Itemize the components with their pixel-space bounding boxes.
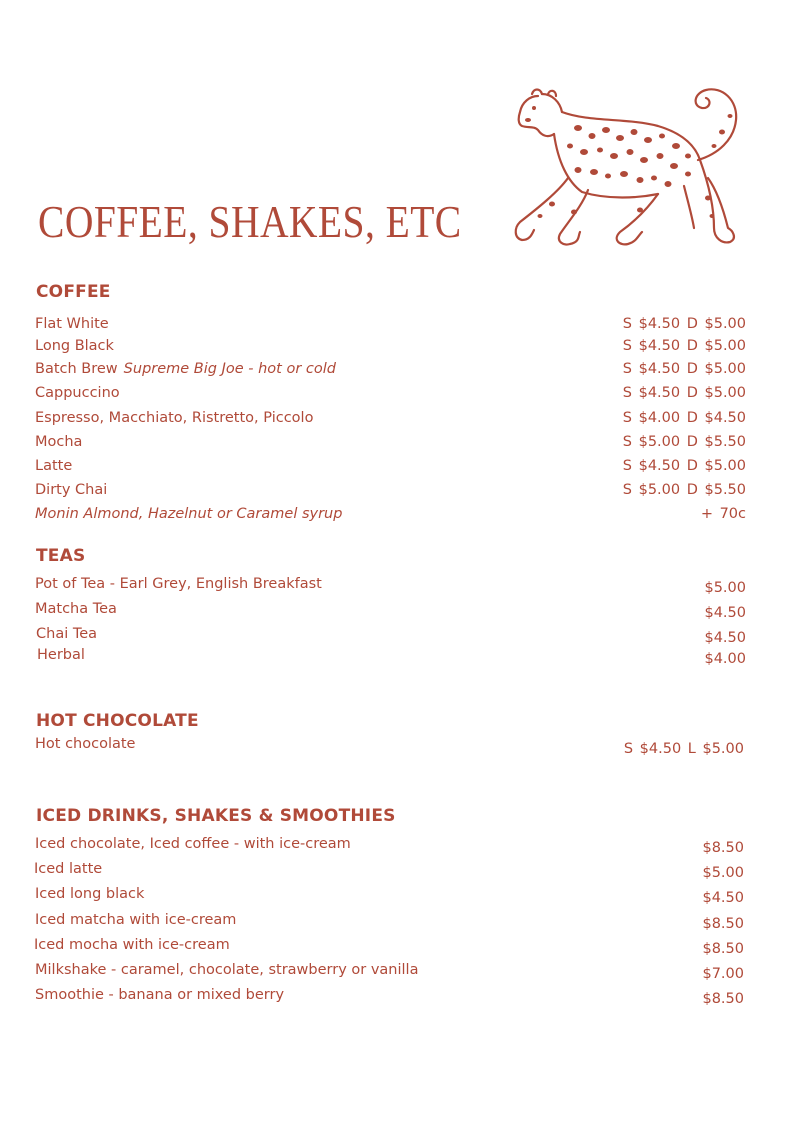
item-price: + 70c bbox=[700, 506, 746, 522]
item-price: S $4.50 D $5.00 bbox=[622, 361, 746, 377]
menu-row bbox=[0, 385, 794, 409]
item-name: Milkshake - caramel, chocolate, strawberry or vanilla bbox=[35, 962, 419, 978]
menu-row bbox=[0, 647, 794, 671]
item-price: S $4.50 L $5.00 bbox=[623, 741, 744, 757]
item-name: Monin Almond, Hazelnut or Caramel syrup bbox=[35, 506, 343, 522]
menu-row bbox=[0, 736, 794, 760]
menu-row bbox=[0, 601, 794, 625]
menu-row bbox=[0, 361, 794, 385]
item-name: Long Black bbox=[35, 338, 114, 354]
menu-row bbox=[0, 886, 794, 910]
item-price: $8.50 bbox=[702, 941, 744, 957]
leopard-icon bbox=[508, 82, 744, 250]
item-name: Iced matcha with ice-cream bbox=[35, 912, 237, 928]
menu-row bbox=[0, 576, 794, 600]
item-price: $4.50 bbox=[704, 605, 746, 621]
menu-row bbox=[0, 316, 794, 340]
section-heading-hot-chocolate: HOT CHOCOLATE bbox=[36, 711, 199, 731]
item-name: Cappuccino bbox=[35, 385, 120, 401]
menu-row bbox=[0, 937, 794, 961]
section-heading-iced: ICED DRINKS, SHAKES & SMOOTHIES bbox=[36, 806, 396, 826]
item-price: S $5.00 D $5.50 bbox=[622, 434, 746, 450]
item-price: S $4.50 D $5.00 bbox=[622, 316, 746, 332]
menu-row bbox=[0, 338, 794, 362]
item-price: $4.50 bbox=[702, 890, 744, 906]
item-name: Iced chocolate, Iced coffee - with ice-cream bbox=[35, 836, 351, 852]
item-name: Iced mocha with ice-cream bbox=[34, 937, 230, 953]
menu-row bbox=[0, 912, 794, 936]
menu-row bbox=[0, 434, 794, 458]
item-name: Hot chocolate bbox=[35, 736, 136, 752]
item-name: Chai Tea bbox=[36, 626, 98, 642]
item-name: Iced long black bbox=[35, 886, 145, 902]
item-price: $5.00 bbox=[702, 865, 744, 881]
item-name: Iced latte bbox=[34, 861, 103, 877]
item-price: S $4.50 D $5.00 bbox=[622, 385, 746, 401]
item-name: Latte bbox=[35, 458, 73, 474]
item-price: $4.00 bbox=[704, 651, 746, 667]
item-price: $8.50 bbox=[702, 840, 744, 856]
section-heading-teas: TEAS bbox=[36, 546, 86, 566]
menu-row bbox=[0, 836, 794, 860]
item-price: $5.00 bbox=[704, 580, 746, 596]
item-name bbox=[35, 361, 336, 377]
menu-row bbox=[0, 861, 794, 885]
item-name: Smoothie - banana or mixed berry bbox=[35, 987, 285, 1003]
item-price: $8.50 bbox=[702, 991, 744, 1007]
item-name: Mocha bbox=[35, 434, 83, 450]
item-name: Espresso, Macchiato, Ristretto, Piccolo bbox=[35, 410, 314, 426]
item-price: $7.00 bbox=[702, 966, 744, 982]
item-name: Herbal bbox=[37, 647, 85, 663]
item-price: S $4.50 D $5.00 bbox=[622, 338, 746, 354]
menu-row bbox=[0, 410, 794, 434]
item-name: Dirty Chai bbox=[35, 482, 108, 498]
item-price: S $4.50 D $5.00 bbox=[622, 458, 746, 474]
item-price: $8.50 bbox=[702, 916, 744, 932]
item-price: S $4.00 D $4.50 bbox=[622, 410, 746, 426]
section-heading-coffee: COFFEE bbox=[36, 282, 111, 302]
menu-row bbox=[0, 482, 794, 506]
item-name-text: Batch Brew bbox=[35, 361, 118, 377]
menu-row bbox=[0, 962, 794, 986]
menu-row bbox=[0, 506, 794, 530]
item-name: Pot of Tea - Earl Grey, English Breakfast bbox=[35, 576, 322, 592]
item-price: S $5.00 D $5.50 bbox=[622, 482, 746, 498]
item-note: Supreme Big Joe - hot or cold bbox=[123, 361, 336, 377]
item-name: Matcha Tea bbox=[35, 601, 117, 617]
item-price: $4.50 bbox=[704, 630, 746, 646]
item-name: Flat White bbox=[35, 316, 109, 332]
menu-row bbox=[0, 458, 794, 482]
page-title: COFFEE, SHAKES, ETC bbox=[38, 196, 462, 247]
menu-row bbox=[0, 987, 794, 1011]
